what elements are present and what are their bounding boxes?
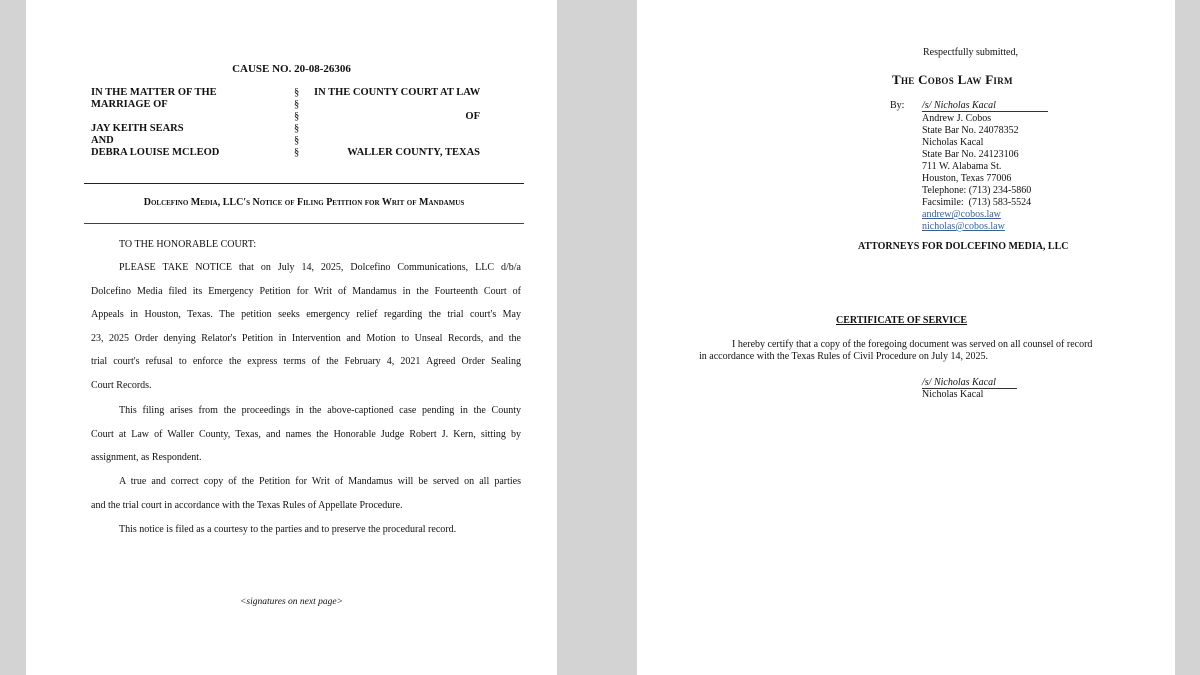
caption-court-line: IN THE COUNTY COURT AT LAW xyxy=(314,87,481,98)
section-mark: § xyxy=(294,123,300,134)
respectfully-submitted: Respectfully submitted, xyxy=(923,47,1018,58)
paragraph-line: 23, 2025 Order denying Relator's Petition in Intervention and Motion to Unseal Records, and the xyxy=(91,332,521,344)
street-address: 711 W. Alabama St. xyxy=(922,161,1002,172)
salutation: TO THE HONORABLE COURT: xyxy=(119,239,257,250)
certificate-line: I hereby certify that a copy of the foregoing document was served on all counsel of record xyxy=(732,339,1093,350)
section-mark: § xyxy=(294,111,300,122)
telephone: Telephone: (713) 234-5860 xyxy=(922,185,1032,196)
email-link-andrew[interactable]: andrew@cobos.law xyxy=(922,209,1001,220)
certificate-body xyxy=(699,339,1129,363)
section-mark: § xyxy=(294,135,300,146)
caption-court-line: WALLER COUNTY, TEXAS xyxy=(347,147,480,158)
paragraph-4 xyxy=(91,518,521,542)
caption-parties xyxy=(91,87,291,159)
right-page xyxy=(637,0,1175,675)
signatures-note: <signatures on next page> xyxy=(240,597,343,607)
paragraph-line: This notice is filed as a courtesy to the parties and to preserve the procedural record. xyxy=(119,524,457,535)
paragraph-line: Court Records. xyxy=(91,379,152,391)
paragraph-line: A true and correct copy of the Petition for Writ of Mandamus will be served on all parties xyxy=(119,476,521,487)
paragraph-line: and the trial court in accordance with the Texas Rules of Appellate Procedure. xyxy=(91,499,403,511)
bar-number: State Bar No. 24123106 xyxy=(922,149,1019,160)
caption-court-line xyxy=(314,123,490,135)
signer-name: Nicholas Kacal xyxy=(922,389,984,400)
caption-line: AND xyxy=(91,135,114,146)
caption-court-line xyxy=(314,99,490,111)
section-marks xyxy=(294,87,306,159)
email-link-nicholas[interactable]: nicholas@cobos.law xyxy=(922,221,1005,232)
section-mark: § xyxy=(294,87,300,98)
caption-line: MARRIAGE OF xyxy=(91,99,168,110)
section-mark: § xyxy=(294,99,300,110)
firm-name: The Cobos Law Firm xyxy=(892,72,1013,87)
caption-court-line xyxy=(314,135,490,147)
signature-line: /s/ Nicholas Kacal xyxy=(922,100,1048,112)
paragraph-3 xyxy=(91,470,521,517)
caption-line: JAY KEITH SEARS xyxy=(91,123,184,134)
attorney-name: Nicholas Kacal xyxy=(922,137,984,148)
paragraph-2 xyxy=(91,399,521,470)
by-label: By: xyxy=(890,100,905,111)
paragraph-line: trial court's refusal to enforce the express terms of the February 4, 2021 Agreed Order Sealing xyxy=(91,356,521,368)
paragraph-1 xyxy=(91,256,521,398)
caption-line xyxy=(91,111,291,123)
title-rule-bottom xyxy=(84,223,524,224)
facsimile: Facsimile: (713) 583-5524 xyxy=(922,197,1032,208)
paragraph-line: assignment, as Respondent. xyxy=(91,452,202,464)
signature-block xyxy=(922,113,1031,233)
bar-number: State Bar No. 24078352 xyxy=(922,125,1019,136)
certificate-title: CERTIFICATE OF SERVICE xyxy=(836,315,967,326)
attorneys-for: ATTORNEYS FOR DOLCEFINO MEDIA, LLC xyxy=(858,241,1069,252)
caption-line: DEBRA LOUISE MCLEOD xyxy=(91,147,220,158)
paragraph-line: Dolcefino Media filed its Emergency Petition for Writ of Mandamus in the Fourteenth Court of xyxy=(91,285,521,297)
caption-court xyxy=(314,87,490,159)
cause-number: CAUSE NO. 20-08-26306 xyxy=(232,63,351,75)
city-address: Houston, Texas 77006 xyxy=(922,173,1012,184)
paragraph-line: Appeals in Houston, Texas. The petition seeks emergency relief regarding the trial court's May xyxy=(91,309,521,321)
certificate-signature: /s/ Nicholas Kacal xyxy=(922,377,1017,389)
paragraph-line: Court at Law of Waller County, Texas, and names the Honorable Judge Robert J. Kern, sitting by xyxy=(91,428,521,440)
title-rule-top xyxy=(84,183,524,184)
certificate-line: in accordance with the Texas Rules of Civil Procedure on July 14, 2025. xyxy=(699,351,989,362)
caption-line: IN THE MATTER OF THE xyxy=(91,87,217,98)
section-mark: § xyxy=(294,147,300,158)
attorney-name: Andrew J. Cobos xyxy=(922,113,992,124)
notice-title: Dolcefino Media, LLC's Notice of Filing Petition for Writ of Mandamus xyxy=(143,197,465,208)
paragraph-line: This filing arises from the proceedings in the above-captioned case pending in the County xyxy=(119,405,521,416)
caption-court-line: OF xyxy=(465,111,480,122)
left-page xyxy=(26,0,557,675)
paragraph-line: PLEASE TAKE NOTICE that on July 14, 2025, Dolcefino Communications, LLC d/b/a xyxy=(119,262,521,273)
